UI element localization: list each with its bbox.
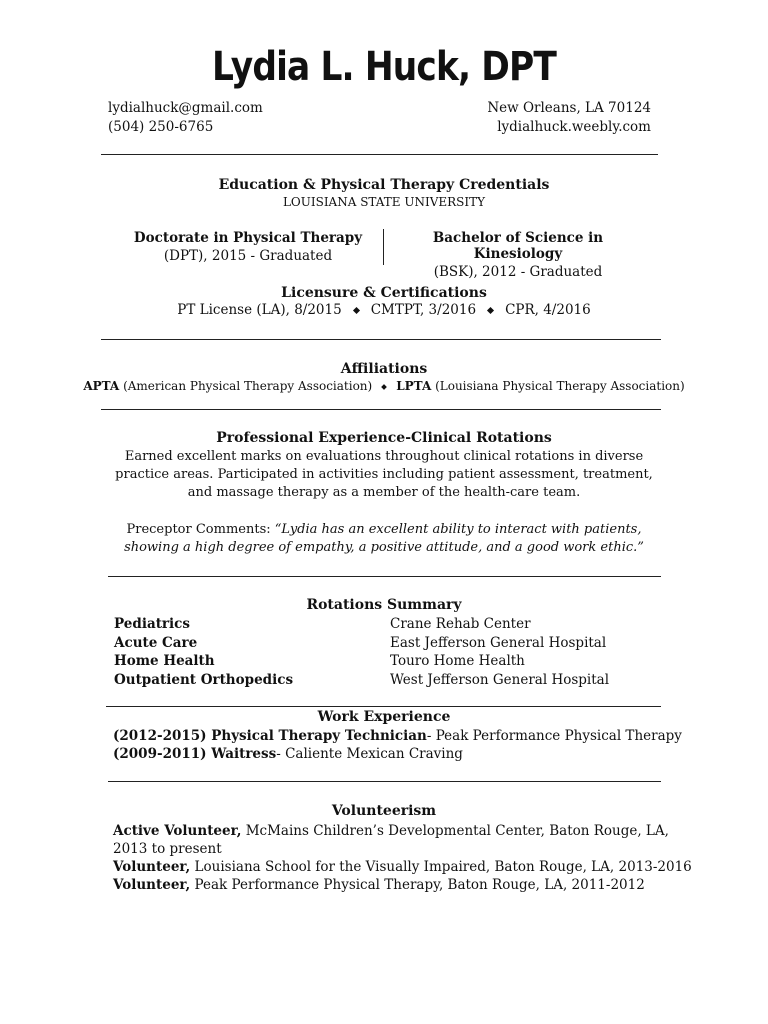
- rotation-area: Home Health: [114, 653, 215, 669]
- experience-heading: Professional Experience-Clinical Rotations: [216, 430, 552, 446]
- education-heading: Education & Physical Therapy Credentials: [218, 177, 550, 193]
- volunteer-detail: Peak Performance Physical Therapy, Baton Rouge, LA, 2011-2012: [190, 877, 645, 893]
- experience-line: and massage therapy as a member of the health-care team.: [187, 485, 581, 500]
- degree-detail: (BSK), 2012 - Graduated: [433, 264, 603, 280]
- volunteer-role: Active Volunteer,: [113, 823, 242, 839]
- volunteer-item: [113, 859, 692, 875]
- degree-name: Doctorate in Physical Therapy: [133, 230, 363, 246]
- location-text: New Orleans, LA 70124: [487, 100, 651, 116]
- divider: [106, 706, 661, 707]
- candidate-name: Lydia L. Huck, DPT: [212, 44, 556, 90]
- affiliation-full: (American Physical Therapy Association): [123, 379, 373, 393]
- experience-line: practice areas. Participated in activities including patient assessment, treatment,: [115, 467, 653, 482]
- degree-separator: [383, 229, 384, 265]
- preceptor-quote: showing a high degree of empathy, a positive attitude, and a good work ethic.”: [124, 540, 644, 555]
- rotation-site: West Jefferson General Hospital: [390, 672, 610, 688]
- volunteer-heading: Volunteerism: [331, 803, 437, 819]
- email-text: lydialhuck@gmail.com: [108, 100, 263, 116]
- phone-text: (504) 250-6765: [108, 119, 214, 135]
- experience-description: [0, 448, 768, 502]
- degree-detail: (DPT), 2015 - Graduated: [163, 248, 333, 264]
- work-item: [113, 746, 463, 762]
- preceptor-quote: “Lydia has an excellent ability to interact with patients,: [274, 522, 642, 537]
- work-item: [113, 728, 682, 744]
- degree-bsk: [388, 230, 648, 280]
- volunteer-role: Volunteer,: [113, 877, 191, 893]
- affiliation-abbr: LPTA: [396, 379, 432, 393]
- degree-dpt: [118, 230, 378, 264]
- work-role: (2009-2011) Waitress: [113, 746, 277, 762]
- divider: [101, 154, 658, 155]
- bullet-icon: [353, 307, 360, 314]
- affiliation-full: (Louisiana Physical Therapy Association): [435, 379, 685, 393]
- affiliations-list: [0, 379, 768, 393]
- preceptor-comments: [0, 521, 768, 557]
- divider: [101, 339, 661, 340]
- website-text: lydialhuck.weebly.com: [497, 119, 651, 135]
- affiliations-heading: Affiliations: [340, 361, 428, 377]
- bullet-icon: [381, 384, 387, 390]
- volunteer-role: Volunteer,: [113, 859, 191, 875]
- rotation-area: Pediatrics: [114, 616, 190, 632]
- rotation-area: Outpatient Orthopedics: [114, 672, 294, 688]
- volunteer-detail: Louisiana School for the Visually Impaired, Baton Rouge, LA, 2013-2016: [190, 859, 692, 875]
- licensure-heading: Licensure & Certifications: [281, 285, 487, 301]
- rotation-site: Crane Rehab Center: [390, 616, 531, 632]
- rotation-site: East Jefferson General Hospital: [390, 635, 607, 651]
- license-list: [0, 302, 768, 318]
- rotation-area: Acute Care: [114, 635, 198, 651]
- volunteer-detail: 2013 to present: [113, 841, 222, 857]
- license-item: PT License (LA), 8/2015: [177, 302, 342, 318]
- affiliation-abbr: APTA: [83, 379, 120, 393]
- volunteer-detail: McMains Children’s Developmental Center, Baton Rouge, LA,: [241, 823, 669, 839]
- school-name: LOUISIANA STATE UNIVERSITY: [282, 195, 486, 209]
- work-employer: - Caliente Mexican Craving: [276, 746, 463, 762]
- rotations-heading: Rotations Summary: [306, 597, 462, 613]
- work-heading: Work Experience: [317, 709, 451, 725]
- divider: [101, 409, 661, 410]
- volunteer-item: [113, 822, 669, 858]
- bullet-icon: [487, 307, 494, 314]
- divider: [108, 781, 661, 782]
- divider: [108, 576, 661, 577]
- preceptor-label: Preceptor Comments:: [126, 522, 271, 537]
- license-item: CMTPT, 3/2016: [370, 302, 477, 318]
- rotation-site: Touro Home Health: [390, 653, 525, 669]
- volunteer-item: [113, 877, 645, 893]
- experience-line: Earned excellent marks on evaluations throughout clinical rotations in diverse: [124, 449, 644, 464]
- work-role: (2012-2015) Physical Therapy Technician: [113, 728, 427, 744]
- license-item: CPR, 4/2016: [505, 302, 591, 318]
- degree-name: Bachelor of Science in Kinesiology: [432, 230, 604, 262]
- work-employer: - Peak Performance Physical Therapy: [426, 728, 682, 744]
